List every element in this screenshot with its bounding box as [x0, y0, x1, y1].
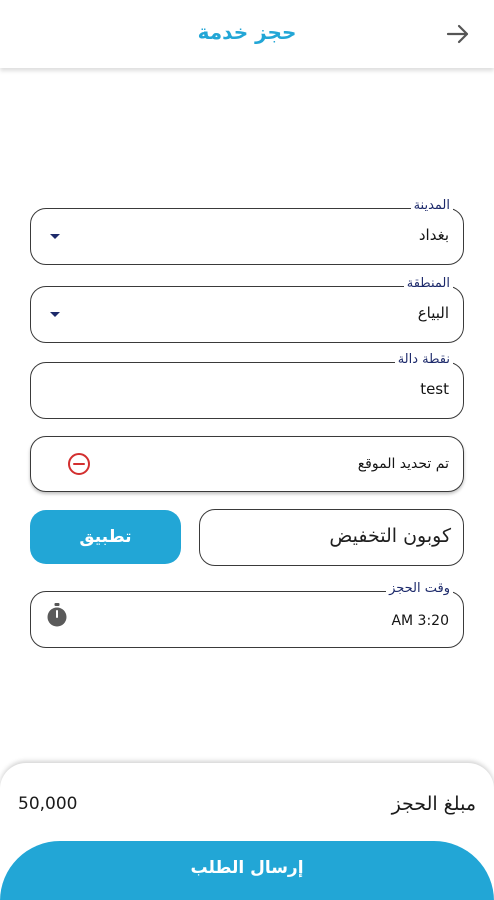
remove-circle-icon[interactable] [67, 452, 91, 476]
coupon-input[interactable] [199, 509, 464, 566]
booking-time-label: وقت الحجز [386, 580, 453, 598]
coupon-placeholder: كوبون التخفيض [329, 525, 451, 547]
city-value: بغداد [418, 226, 449, 244]
area-select[interactable] [30, 276, 464, 343]
landmark-value: test [420, 380, 449, 398]
submit-order-button[interactable]: إرسال الطلب [0, 841, 494, 900]
arrow-right-icon[interactable] [444, 20, 472, 48]
stopwatch-icon [45, 602, 69, 628]
landmark-field[interactable] [30, 352, 464, 419]
area-value: البياع [417, 304, 449, 322]
booking-time-value: AM 3:20 [391, 613, 449, 629]
area-label: المنطقة [404, 275, 453, 293]
app-bar [0, 0, 494, 68]
location-field[interactable] [30, 436, 464, 492]
dropdown-caret-icon [50, 312, 60, 317]
page-title: حجز خدمة [197, 20, 297, 44]
booking-footer [0, 763, 494, 900]
apply-coupon-button[interactable]: تطبيق [30, 510, 181, 564]
city-label: المدينة [411, 197, 453, 215]
amount-value: 50,000 [18, 794, 78, 814]
dropdown-caret-icon [50, 234, 60, 239]
landmark-label: نقطة دالة [395, 351, 453, 369]
booking-time-field[interactable] [30, 581, 464, 648]
amount-label: مبلغ الحجز [391, 793, 476, 815]
city-select[interactable] [30, 198, 464, 265]
location-status: تم تحديد الموقع [357, 456, 449, 472]
